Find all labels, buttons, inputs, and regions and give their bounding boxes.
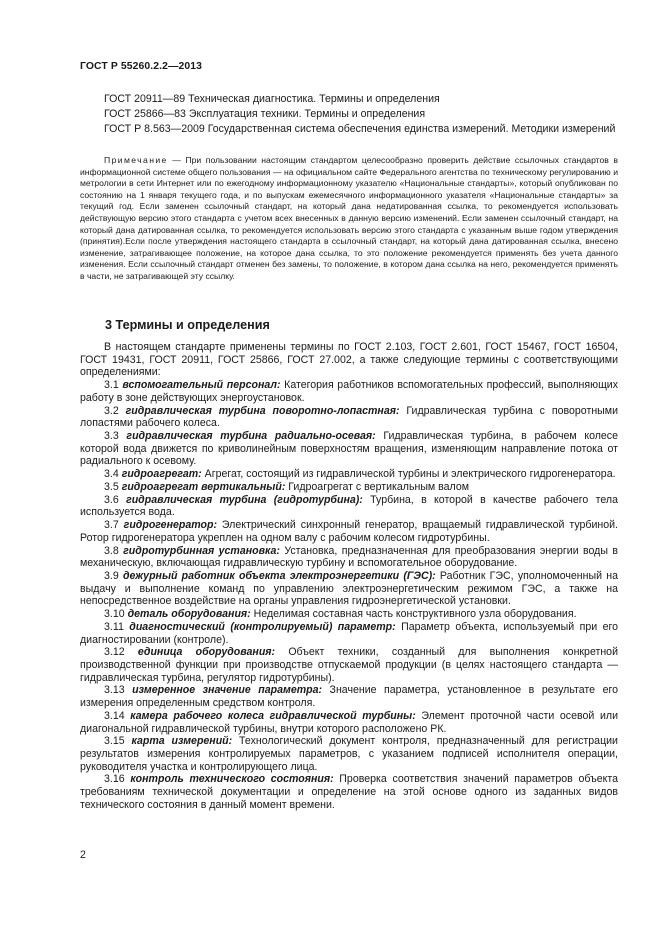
term-number: 3.2 xyxy=(104,404,119,417)
term-definition: Значение параметра, установленное в результате его измерения определенным средством контроля. xyxy=(80,684,618,710)
term-number: 3.14 xyxy=(104,709,125,722)
term-number: 3.8 xyxy=(104,544,119,557)
term-number: 3.5 xyxy=(104,480,119,493)
term-name: диагностический (контролируемый) параметр: xyxy=(129,620,396,633)
term-definition: Технологический документ контроля, предназначенный для регистрации результатов измерения контролируемых параметров, с указанием подписей исполнителя операции, руководителя участка и контролирующего лица. xyxy=(80,735,618,773)
terms-list xyxy=(80,379,618,811)
term-entry xyxy=(80,735,618,773)
term-number: 3.11 xyxy=(104,620,124,633)
term-name: дежурный работник объекта электроэнергетики (ГЭС): xyxy=(122,569,436,582)
term-name: гидроагрегат: xyxy=(121,468,202,481)
term-definition: Неделимая составная часть конструктивного узла оборудования. xyxy=(250,608,577,621)
term-definition: Электрический синхронный генератор, вращаемый гидравлической турбиной. Ротор гидрогенератора укреплен на одном валу с рабочим колесом гидротурбины. xyxy=(80,519,618,544)
term-number: 3.3 xyxy=(104,430,119,443)
term-name: гидроагрегат вертикальный: xyxy=(121,480,286,493)
term-number: 3.12 xyxy=(104,646,125,659)
term-definition: Турбина, в которой в качестве рабочего тела используется вода. xyxy=(80,493,618,519)
term-definition: Элемент проточной части осевой или диагональной гидравлической турбины, внутри которого расположено РК. xyxy=(80,709,618,735)
term-name: гидрогенератор: xyxy=(123,519,217,532)
term-name: единица оборудования: xyxy=(137,646,276,659)
term-name: контроль технического состояния: xyxy=(130,773,334,786)
term-name: измеренное значение параметра: xyxy=(132,684,323,697)
term-entry xyxy=(80,608,618,621)
term-definition: Гидроагрегат с вертикальным валом xyxy=(285,480,470,493)
references-list xyxy=(80,92,618,138)
note-paragraph xyxy=(80,155,618,283)
term-definition: Установка, предназначенная для преобразования энергии воды в механическую, включающая гидравлическую турбину и вспомогательное оборудование. xyxy=(80,544,618,570)
reference-item: ГОСТ 25866—83 Эксплуатация техники. Термины и определения xyxy=(104,108,426,121)
term-entry xyxy=(80,545,618,570)
note-block xyxy=(80,155,618,283)
term-name: гидротурбинная установка: xyxy=(123,544,280,557)
term-entry xyxy=(80,494,618,519)
term-name: камера рабочего колеса гидравлической турбины: xyxy=(130,709,416,722)
term-definition: Агрегат, состоящий из гидравлической турбины и электрического гидрогенератора. xyxy=(201,468,616,481)
term-entry xyxy=(80,468,618,481)
term-entry xyxy=(80,646,618,684)
terms-section xyxy=(80,341,618,812)
section-title: 3 Термины и определения xyxy=(105,318,270,332)
term-entry xyxy=(80,710,618,735)
section-intro: В настоящем стандарте применены термины по ГОСТ 2.103, ГОСТ 2.601, ГОСТ 15467, ГОСТ 16504, ГОСТ 19431, ГОСТ 20911, ГОСТ 25866, ГОСТ 27.002, а также следующие термины с соответствующими определениями: xyxy=(80,341,618,379)
term-name: деталь оборудования: xyxy=(127,608,251,621)
standard-header: ГОСТ Р 55260.2.2—2013 xyxy=(80,61,202,72)
reference-item: ГОСТ 20911—89 Техническая диагностика. Термины и определения xyxy=(104,93,440,105)
term-number: 3.1 xyxy=(104,379,119,392)
reference-item: ГОСТ Р 8.563—2009 Государственная система обеспечения единства измерений. Методики измерений xyxy=(104,123,616,136)
term-number: 3.9 xyxy=(104,569,119,582)
term-name: гидравлическая турбина поворотно-лопастная: xyxy=(125,404,400,417)
term-name: вспомогательный персонал: xyxy=(122,379,281,392)
note-label: Примечание xyxy=(104,155,168,165)
note-text: — При пользовании настоящим стандартом целесообразно проверить действие ссылочных стандартов в информационной системе общего пользования — на официальном сайте Федерального агентства по техническому регулированию и метрологии в сети Интернет или по ежегодному информационному указателю «Национальные стандарты», который опубликован по состоянию на 1 января текущего года, и по выпускам ежемесячного информационного указателя «Национальные стандарты» за текущий год. Если заменен ссылочный стандарт, на который дана недатированная ссылка, то рекомендуется использовать действующую версию этого стандарта с учетом всех внесенных в данную версию изменений. Если заменен ссылочный стандарт, на который дана датированная ссылка, то рекомендуется использовать версию этого стандарта с указанным выше годом утверждения (принятия).Если после утверждения настоящего стандарта в ссылочный стандарт, на который дана датированная ссылка, внесено изменение, затрагивающее положение, на которое дана ссылка, то это положение рекомендуется применять без учета данного изменения. Если ссылочный стандарт отменен без замены, то положение, в котором дана ссылка на него, рекомендуется применять в части, не затрагивающей эту ссылку. xyxy=(80,155,618,281)
term-name: карта измерений: xyxy=(131,735,233,748)
term-entry xyxy=(80,405,618,430)
term-definition: Работник ГЭС, уполномоченный на выдачу и выполнение команд по управлению электроэнергетическим режимом ГЭС, а также на непосредственное воздействие на органы управления гидроэнергетической установки. xyxy=(80,569,618,608)
term-definition: Гидравлическая турбина, в рабочем колесе которой вода движется по криволинейным поверхностям вращения, изменяющим направление потока от радиального к осевому. xyxy=(80,430,618,468)
term-number: 3.6 xyxy=(104,493,119,506)
term-number: 3.15 xyxy=(104,735,125,748)
term-definition: Объект техники, созданный для выполнения конкретной производственной функции при производстве отпускаемой продукции (в целях настоящего стандарта — гидравлическая турбина, регулятор гидротурбины). xyxy=(80,646,618,684)
term-entry xyxy=(80,684,618,709)
term-entry xyxy=(80,481,618,494)
term-name: гидравлическая турбина радиально-осевая: xyxy=(126,430,376,443)
term-definition: Гидравлическая турбина с поворотными лопастями рабочего колеса. xyxy=(80,404,618,430)
term-number: 3.16 xyxy=(104,773,125,786)
term-number: 3.4 xyxy=(104,468,119,481)
term-definition: Категория работников вспомогательных профессий, выполняющих работу в зоне действующих энергоустановок. xyxy=(80,379,619,404)
term-entry xyxy=(80,621,618,646)
term-entry xyxy=(80,773,618,811)
term-definition: Параметр объекта, используемый при его диагностировании (контроле). xyxy=(80,620,618,646)
term-entry xyxy=(80,430,618,468)
term-number: 3.10 xyxy=(104,608,125,621)
term-entry xyxy=(80,570,618,608)
term-entry xyxy=(80,519,618,544)
term-number: 3.7 xyxy=(104,519,119,532)
term-number: 3.13 xyxy=(104,684,125,697)
term-entry xyxy=(80,379,618,404)
term-definition: Проверка соответствия значений параметров объекта требованиям технической документации и определение на этой основе одного из заданных видов технического состояния в данный момент времени. xyxy=(80,773,618,811)
term-name: гидравлическая турбина (гидротурбина): xyxy=(126,493,363,506)
page-number: 2 xyxy=(80,849,86,861)
